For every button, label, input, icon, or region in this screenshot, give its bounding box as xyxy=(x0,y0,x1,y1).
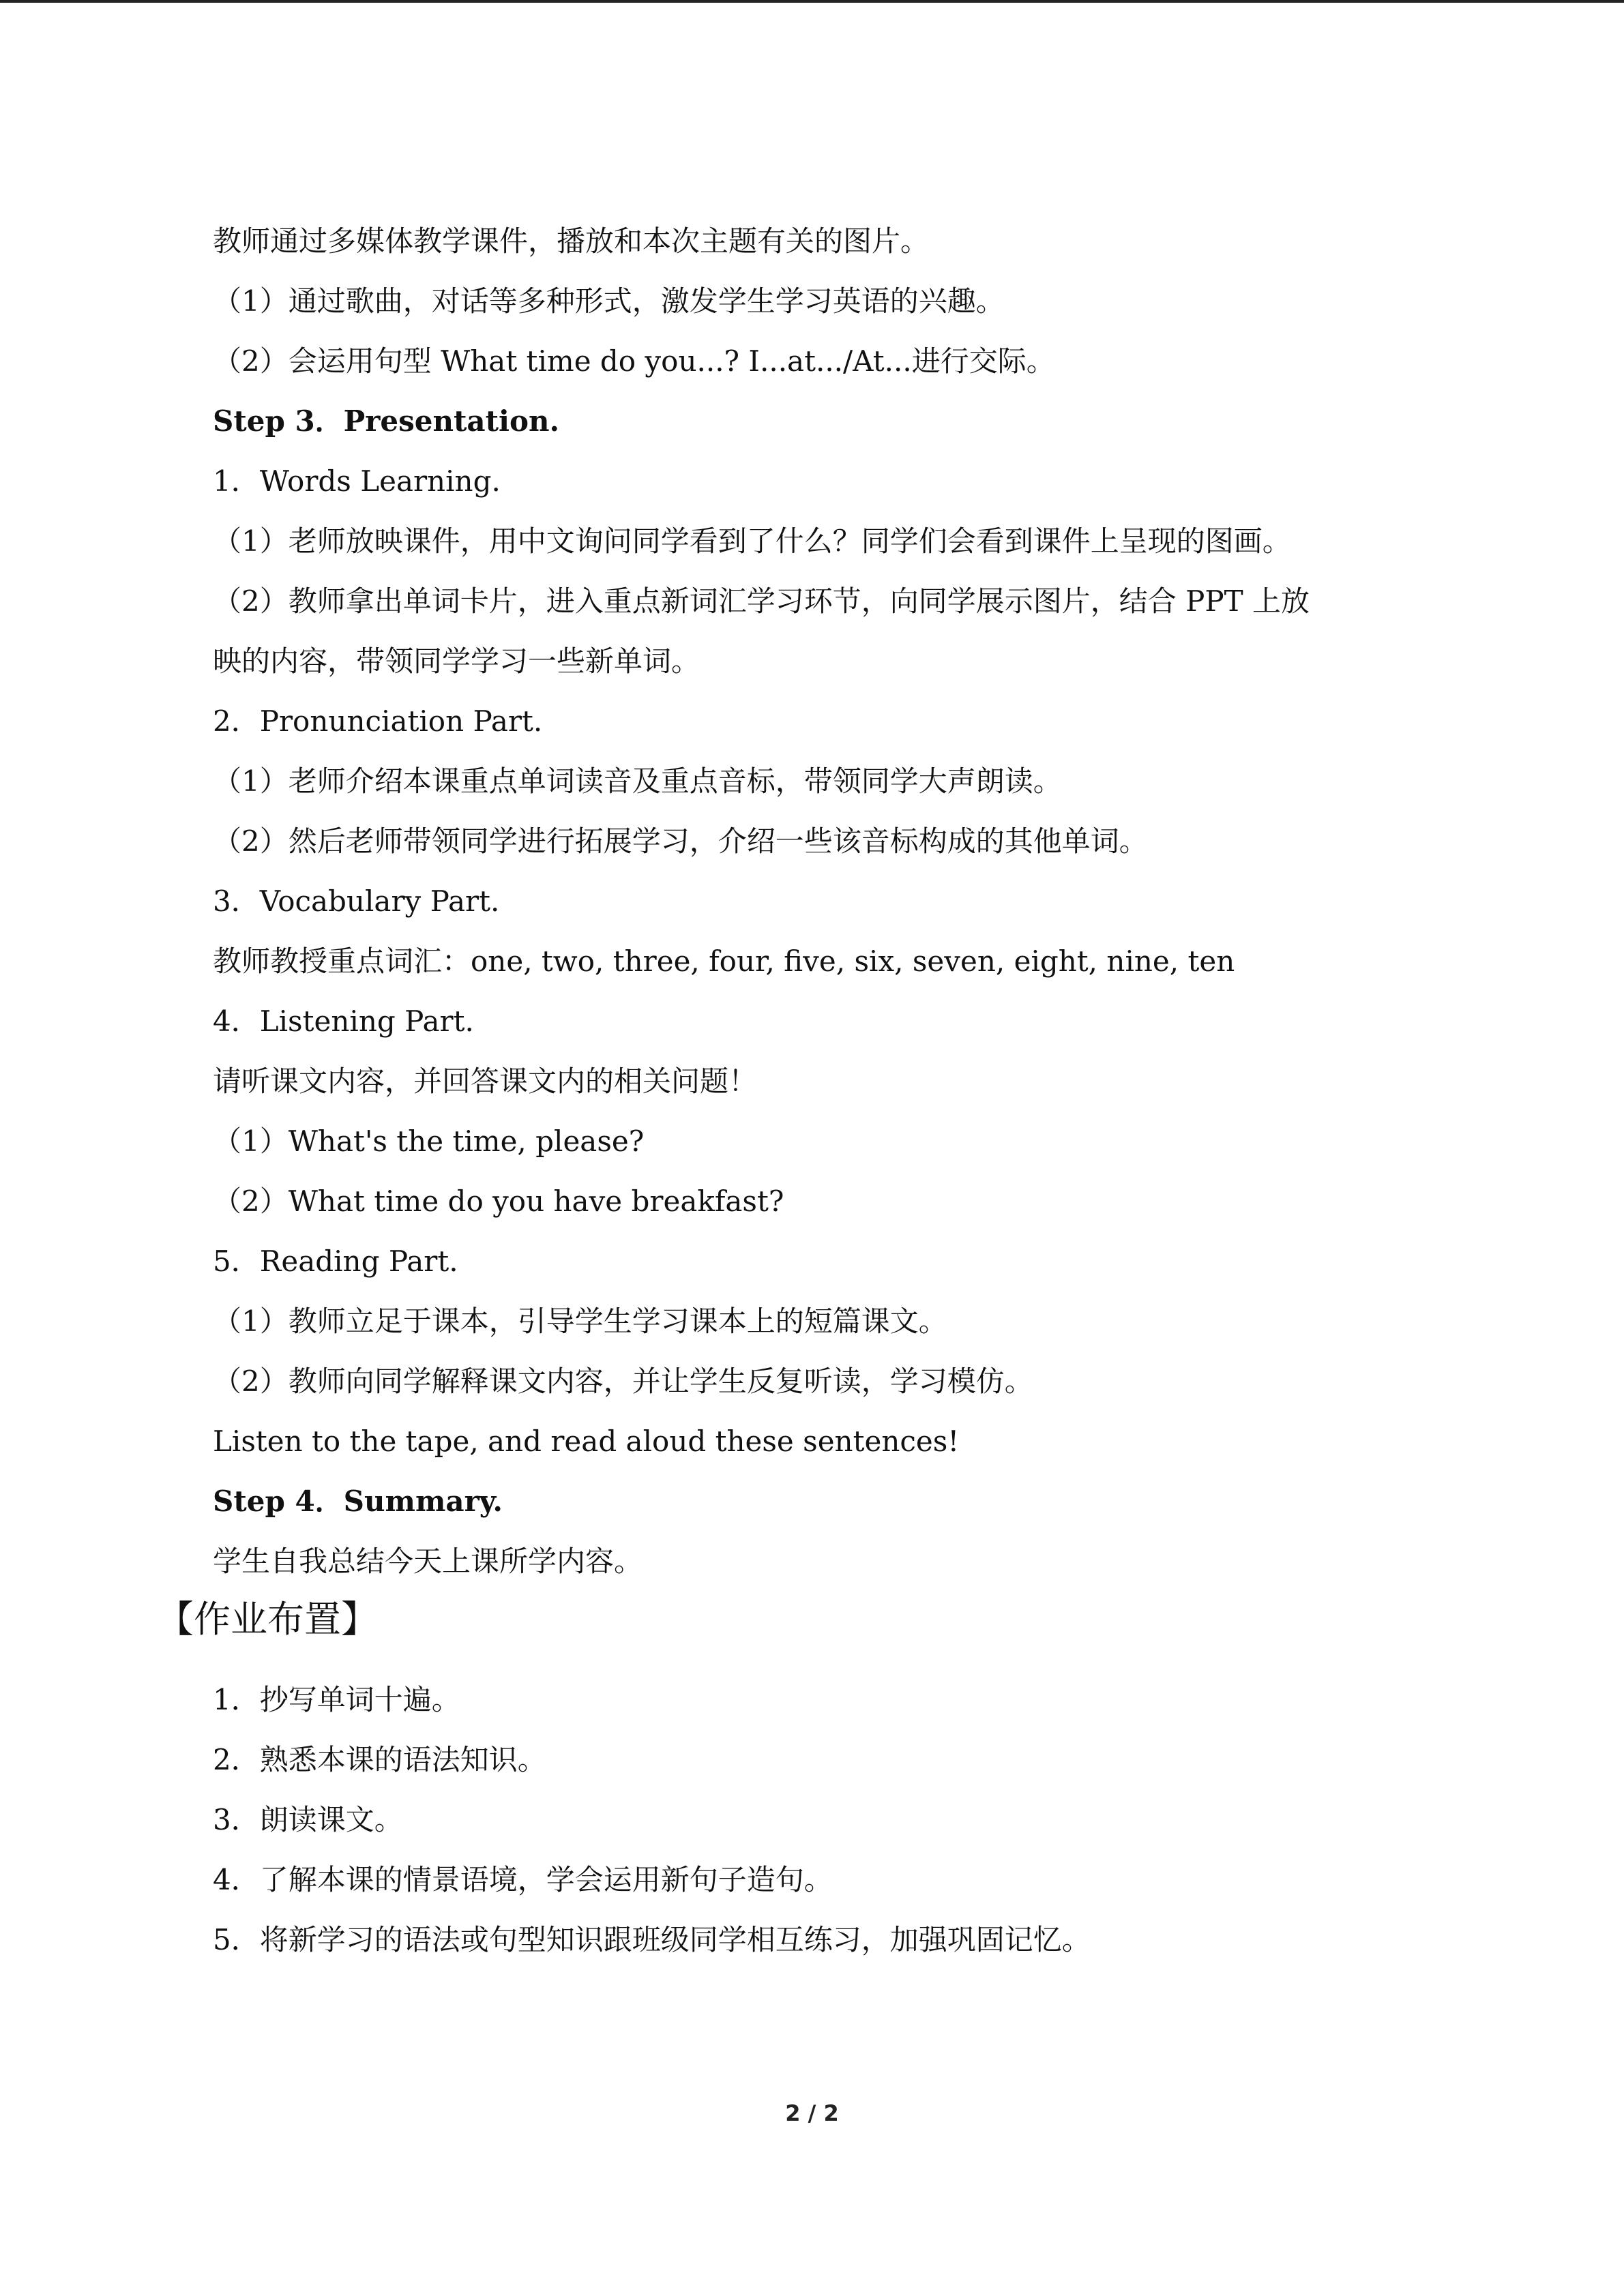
homework-item: 3．朗读课文。 xyxy=(213,1803,403,1836)
body-line: 学生自我总结今天上课所学内容。 xyxy=(213,1545,643,1578)
body-line: （2）What time do you have breakfast? xyxy=(213,1184,784,1218)
body-line: （1）教师立足于课本，引导学生学习课本上的短篇课文。 xyxy=(213,1304,947,1338)
body-line: （2）教师向同学解释课文内容，并让学生反复听读，学习模仿。 xyxy=(213,1365,1033,1398)
body-line: 2．Pronunciation Part. xyxy=(213,704,543,738)
homework-item: 2．熟悉本课的语法知识。 xyxy=(213,1743,546,1776)
step-heading: Step 3．Presentation. xyxy=(213,404,560,438)
body-line: 教师通过多媒体教学课件，播放和本次主题有关的图片。 xyxy=(213,224,930,258)
homework-list xyxy=(213,1670,1468,1970)
body-line: 3．Vocabulary Part. xyxy=(213,884,500,918)
lesson-body xyxy=(213,211,1468,1592)
body-line: （1）老师放映课件，用中文询问同学看到了什么？同学们会看到课件上呈现的图画。 xyxy=(213,524,1291,558)
body-line: （2）会运用句型 What time do you...? I...at.../At...进行交际。 xyxy=(213,344,1055,378)
homework-item: 4．了解本课的情景语境，学会运用新句子造句。 xyxy=(213,1863,833,1896)
top-border-rule xyxy=(0,0,1624,3)
body-line: 5．Reading Part. xyxy=(213,1244,458,1278)
body-line: 1．Words Learning. xyxy=(213,464,501,498)
step-heading: Step 4．Summary. xyxy=(213,1485,503,1518)
body-line: （1）老师介绍本课重点单词读音及重点音标，带领同学大声朗读。 xyxy=(213,764,1062,798)
body-line: （1）What's the time, please? xyxy=(213,1124,645,1158)
homework-item: 1．抄写单词十遍。 xyxy=(213,1683,460,1716)
body-line: 请听课文内容，并回答课文内的相关问题！ xyxy=(213,1064,758,1098)
body-line: Listen to the tape, and read aloud these sentences! xyxy=(213,1425,960,1458)
body-line: （2）然后老师带领同学进行拓展学习，介绍一些该音标构成的其他单词。 xyxy=(213,824,1148,858)
body-line: （1）通过歌曲，对话等多种形式，激发学生学习英语的兴趣。 xyxy=(213,284,1005,318)
body-line: （2）教师拿出单词卡片，进入重点新词汇学习环节，向同学展示图片，结合 PPT 上放 xyxy=(213,584,1310,618)
page-number: 2 / 2 xyxy=(785,2100,839,2126)
homework-heading: 【作业布置】 xyxy=(157,1598,378,1641)
body-line: 教师教授重点词汇：one, two, three, four, five, six, seven, eight, nine, ten xyxy=(213,944,1235,978)
homework-item: 5．将新学习的语法或句型知识跟班级同学相互练习，加强巩固记忆。 xyxy=(213,1923,1091,1956)
body-line: 映的内容，带领同学学习一些新单词。 xyxy=(213,644,700,678)
body-line: 4．Listening Part. xyxy=(213,1004,474,1038)
